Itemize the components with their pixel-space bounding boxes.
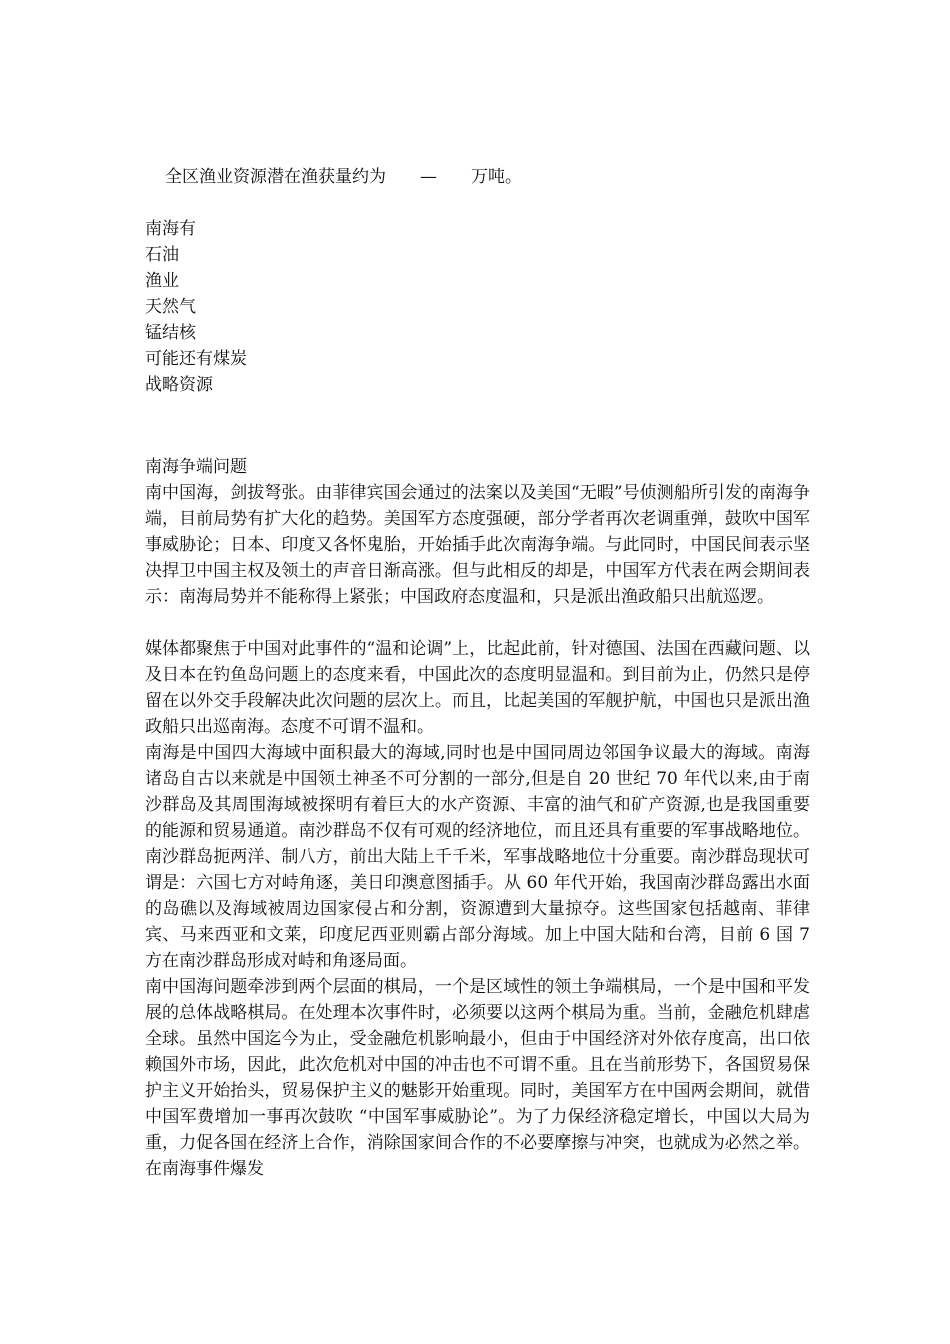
paragraph-2: 媒体都聚焦于中国对此事件的“温和论调”上，比起此前，针对德国、法国在西藏问题、以及日本在钓鱼岛问题上的态度来看，中国此次的态度明显温和。到目前为止，仍然只是停留在以外交手段解决此次问题的层次上。而且，比起美国的军舰护航，中国也只是派出渔政船只出巡南海。态度不可谓不温和。 bbox=[145, 639, 810, 737]
resource-list bbox=[145, 216, 810, 398]
list-item: 石油 bbox=[145, 245, 179, 265]
paragraph-3: 南海是中国四大海域中面积最大的海域,同时也是中国同周边邻国争议最大的海域。南海诸岛自古以来就是中国领土神圣不可分割的一部分,但是自 20 世纪 70 年代以来,由于南沙群岛及其周围海域被探明有着巨大的水产资源、丰富的油气和矿产资源,也是我国重要的能源和贸易通道。南沙群岛不仅有可观的经济地位，而且还具有重要的军事战略地位。南沙群岛扼两洋、制八方，前出大陆上千千米，军事战略地位十分重要。南沙群岛现状可谓是：六国七方对峙角逐，美日印澳意图插手。从 60 年代开始，我国南沙群岛露出水面的岛礁以及海域被周边国家侵占和分割，资源遭到大量掠夺。这些国家包括越南、菲律宾、马来西亚和文莱，印度尼西亚则霸占部分海域。加上中国大陆和台湾，目前 6 国 7 方在南沙群岛形成对峙和角逐局面。 bbox=[145, 743, 810, 971]
list-item: 锰结核 bbox=[145, 323, 196, 343]
section-title: 南海争端问题 bbox=[145, 457, 247, 477]
list-item: 渔业 bbox=[145, 271, 179, 291]
paragraph-4: 南中国海问题牵涉到两个层面的棋局，一个是区域性的领土争端棋局，一个是中国和平发展的总体战略棋局。在处理本次事件时，必须要以这两个棋局为重。当前，金融危机肆虐全球。虽然中国迄今为止，受金融危机影响最小，但由于中国经济对外依存度高，出口依赖国外市场，因此，此次危机对中国的冲击也不可谓不重。且在当前形势下，各国贸易保护主义开始抬头，贸易保护主义的魅影开始重现。同时，美国军方在中国两会期间，就借中国军费增加一事再次鼓吹 “中国军事威胁论”。为了力保经济稳定增长，中国以大局为重，力促各国在经济上合作，消除国家间合作的不必要摩擦与冲突，也就成为必然之举。在南海事件爆发 bbox=[145, 977, 810, 1179]
list-item: 南海有 bbox=[145, 219, 196, 239]
list-item: 可能还有煤炭 bbox=[145, 349, 247, 369]
paragraph-1: 南中国海，剑拔弩张。由菲律宾国会通过的法案以及美国“无暇”号侦测船所引发的南海争端，目前局势有扩大化的趋势。美国军方态度强硬，部分学者再次老调重弹，鼓吹中国军事威胁论；日本、印度又各怀鬼胎，开始插手此次南海争端。与此同时，中国民间表示坚决捍卫中国主权及领土的声音日渐高涨。但与此相反的却是，中国军方代表在两会期间表示：南海局势并不能称得上紧张；中国政府态度温和，只是派出渔政船只出航巡逻。 bbox=[145, 483, 810, 607]
list-item: 天然气 bbox=[145, 297, 196, 317]
document-page bbox=[145, 164, 810, 1182]
intro-line: 全区渔业资源潜在渔获量约为 — 万吨。 bbox=[165, 167, 522, 187]
list-item: 战略资源 bbox=[145, 375, 213, 395]
